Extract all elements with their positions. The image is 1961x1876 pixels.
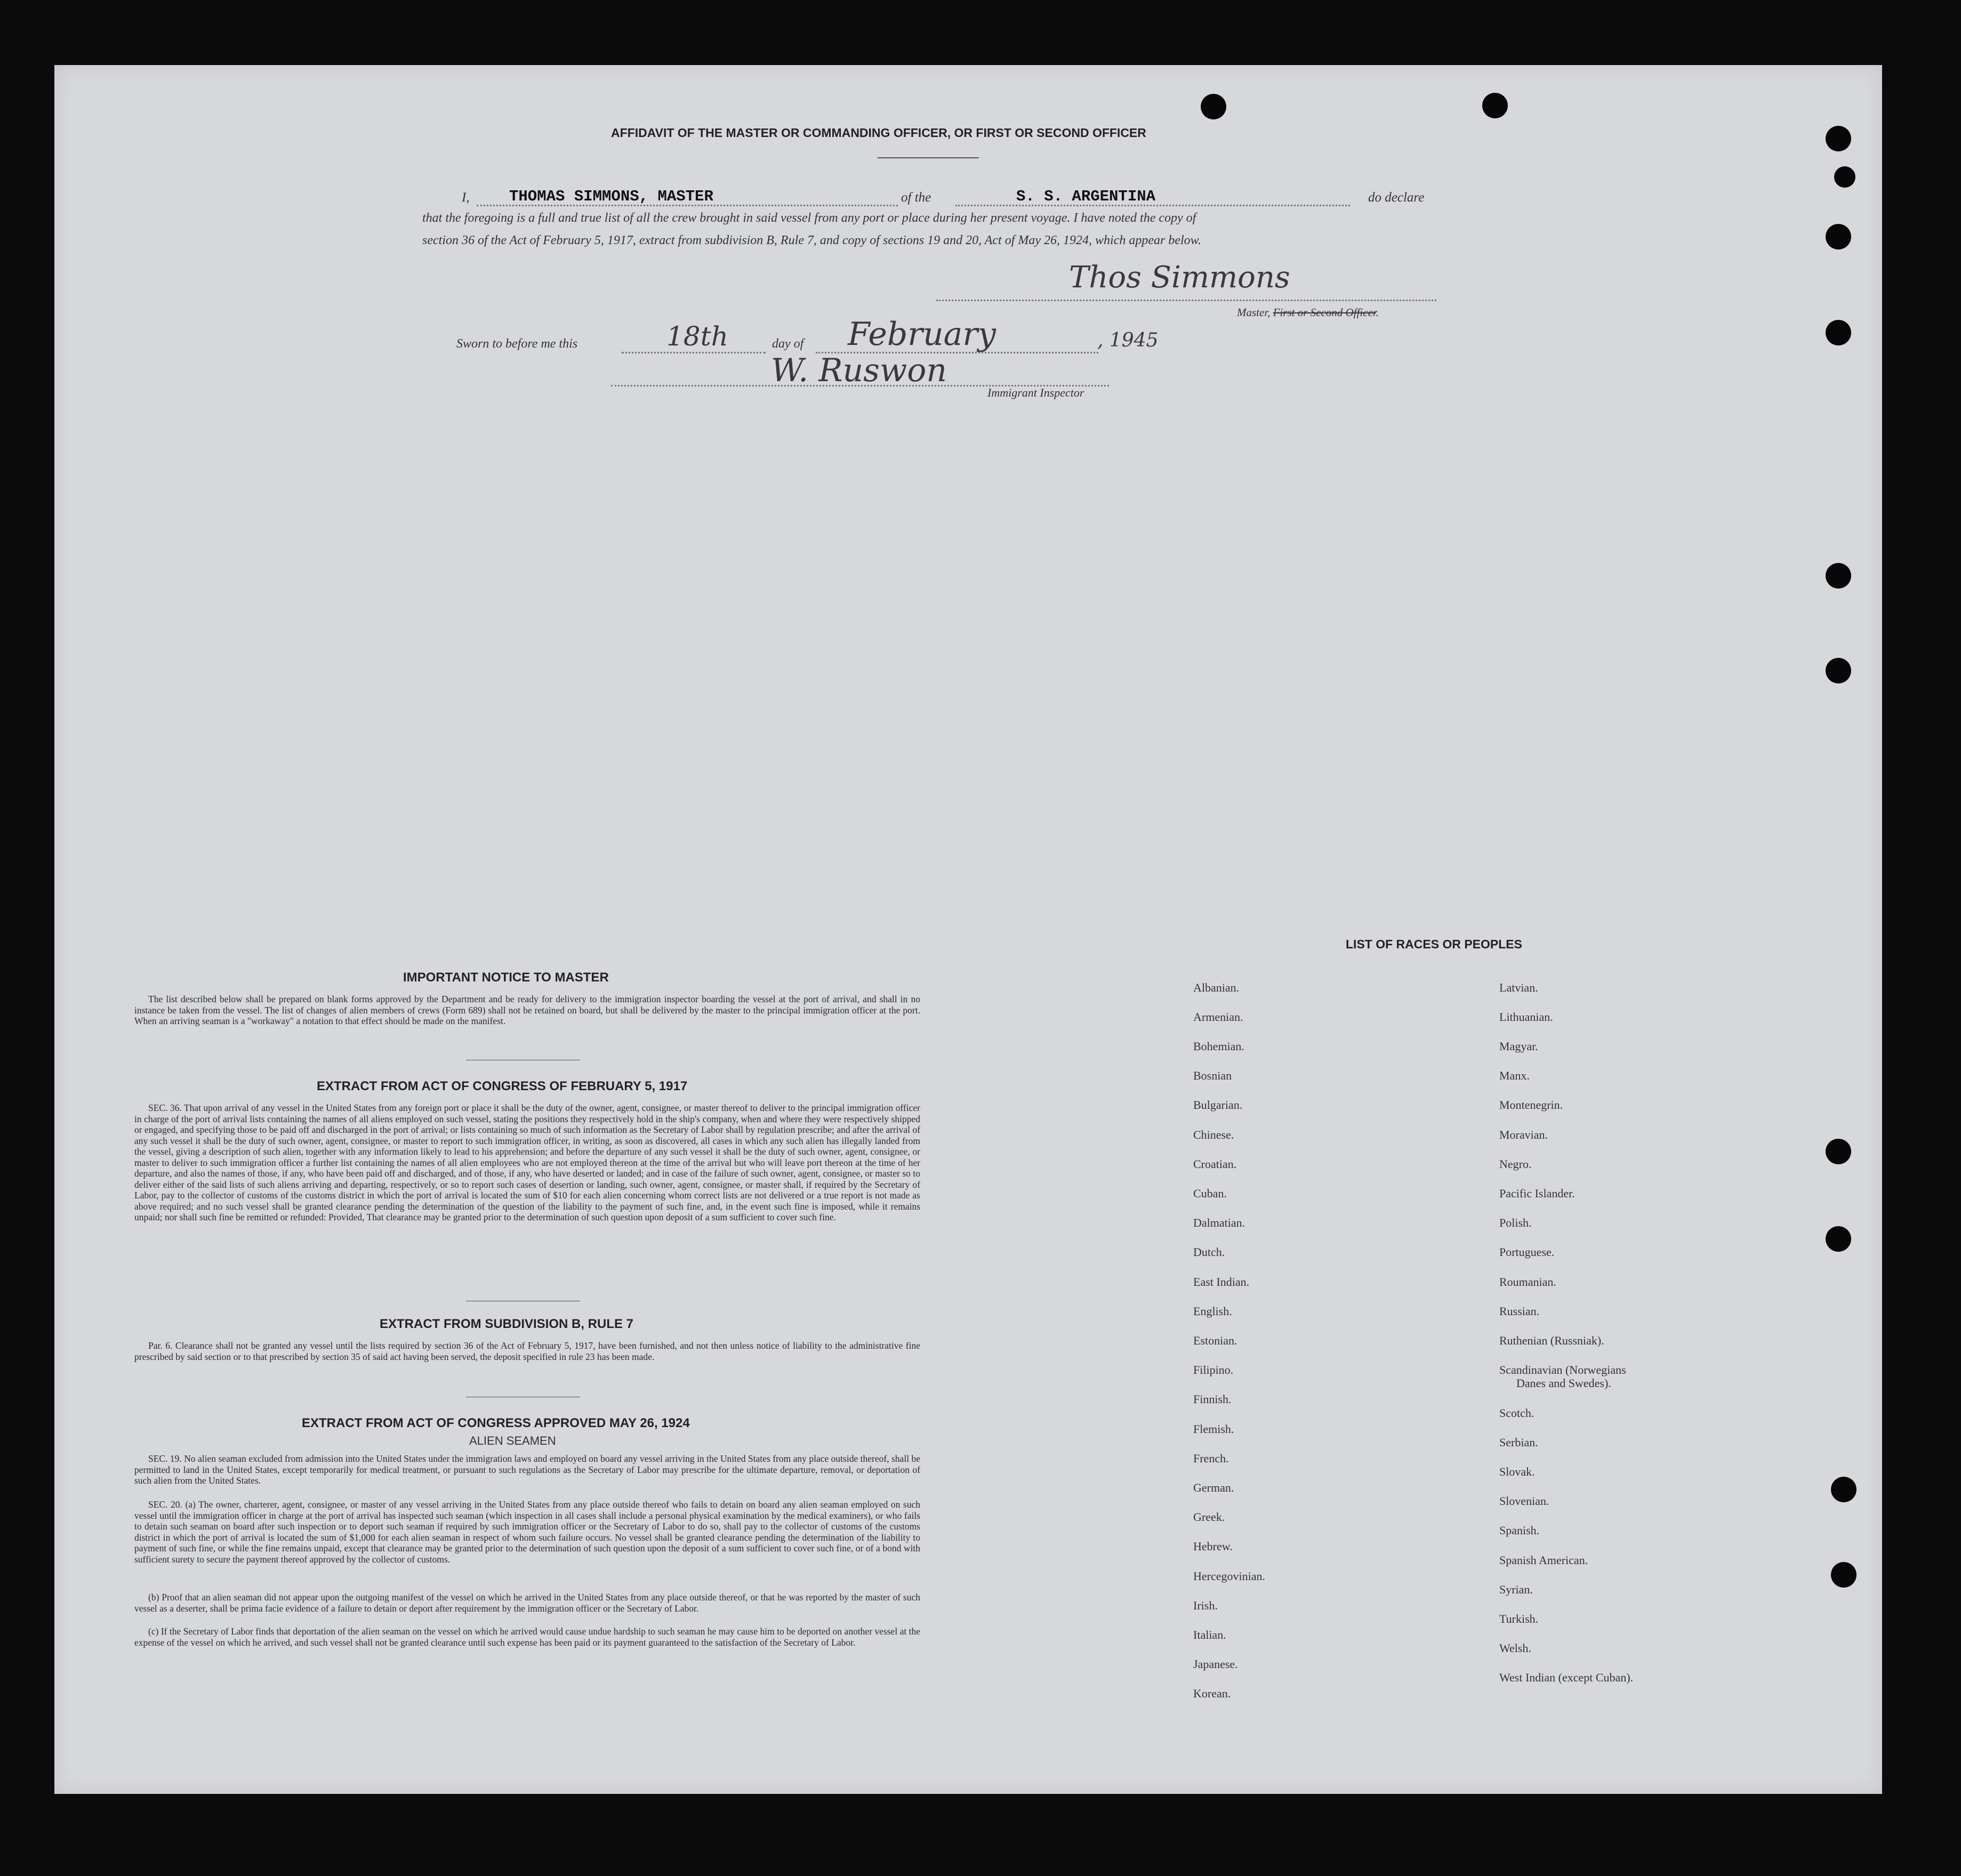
punch-hole bbox=[1826, 224, 1851, 249]
day-of-label: day of bbox=[772, 337, 804, 351]
title-divider bbox=[878, 157, 979, 158]
race-item: Filipino. bbox=[1193, 1363, 1234, 1376]
race-item: Syrian. bbox=[1499, 1583, 1533, 1596]
punch-hole bbox=[1826, 320, 1851, 345]
do-declare-label: do declare bbox=[1368, 190, 1425, 205]
race-item: Pacific Islander. bbox=[1499, 1187, 1575, 1200]
race-item: Lithuanian. bbox=[1499, 1010, 1553, 1024]
race-item: Slovenian. bbox=[1499, 1494, 1549, 1508]
race-item: Estonian. bbox=[1193, 1334, 1237, 1347]
race-item: Bohemian. bbox=[1193, 1040, 1244, 1053]
affidavit-title: AFFIDAVIT OF THE MASTER OR COMMANDING OFFICER, OR FIRST OR SECOND OFFICER bbox=[611, 126, 1146, 140]
i-label: I, bbox=[462, 190, 470, 205]
race-item: Bosnian bbox=[1193, 1069, 1232, 1082]
extract-rule7-title: EXTRACT FROM SUBDIVISION B, RULE 7 bbox=[380, 1317, 634, 1331]
signature-caption: Master, First or Second Officer. bbox=[1237, 306, 1379, 319]
race-item: Dutch. bbox=[1193, 1245, 1225, 1259]
race-item: Spanish. bbox=[1499, 1524, 1540, 1537]
of-the-label: of the bbox=[901, 190, 931, 205]
races-title: LIST OF RACES OR PEOPLES bbox=[1346, 937, 1522, 951]
race-item: Cuban. bbox=[1193, 1187, 1227, 1200]
race-item: Welsh. bbox=[1499, 1641, 1531, 1655]
race-item: Negro. bbox=[1499, 1157, 1532, 1171]
race-item: Croatian. bbox=[1193, 1157, 1237, 1171]
affidavit-body-line-1: that the foregoing is a full and true list of all the crew brought in said vessel from any port or place during her present voyage. I have noted the copy of bbox=[422, 211, 1196, 225]
race-item: Spanish American. bbox=[1499, 1553, 1588, 1567]
extract-1917-title: EXTRACT FROM ACT OF CONGRESS OF FEBRUARY 5, 1917 bbox=[317, 1079, 688, 1093]
race-item: Magyar. bbox=[1499, 1040, 1538, 1053]
race-item: Greek. bbox=[1193, 1510, 1225, 1524]
sec20a-text: SEC. 20. (a) The owner, charterer, agent, consignee, or master of any vessel arriving in the United States from any place outside thereof who fails to detain on board any alien seaman employed on such vessel until the immigration officer in charge at the port of arrival has inspected such seaman (which inspection in all cases shall include a personal physical examination by the medical examiners), or who fails to detain such seaman on board after such inspection or to deport such seaman if required by such immigration officer or the Secretary of Labor to do so, shall pay to the collector of customs of the customs district in which the port of arrival is located the sum of $1,000 for each alien seaman in respect of whom such failure occurs. No vessel shall be granted clearance pending the determination of the liability to payment of such fine, or while the fine remains unpaid, except that clearance may be granted prior to the determination of such question upon the deposit of a sum sufficient to cover such fine, or of a bond with sufficient surety to secure the payment thereof approved by the collector of customs. bbox=[134, 1499, 920, 1565]
race-item: Slovak. bbox=[1499, 1465, 1535, 1478]
master-signature-line bbox=[936, 300, 1436, 301]
punch-hole bbox=[1826, 126, 1851, 151]
master-signature: Thos Simmons bbox=[1069, 260, 1290, 295]
sec20c-text: (c) If the Secretary of Labor finds that deportation of the alien seaman on the vessel on which he arrived would cause undue hardship to such seaman he may cause him to be deported on another vessel at the expense of the vessel on which he arrived, and such vessel shall not be granted clearance until such expense has been paid or its payment guaranteed to the satisfaction of the Secretary of Labor. bbox=[134, 1626, 920, 1648]
race-item: Albanian. bbox=[1193, 981, 1240, 994]
punch-hole bbox=[1201, 94, 1226, 119]
race-item: Turkish. bbox=[1499, 1612, 1539, 1625]
notice-text: The list described below shall be prepared on blank forms approved by the Department and be ready for delivery to the immigration inspector boarding the vessel at the port of arrival, and shall in no instance be taken from the vessel. The list of changes of alien members of crews (Form 689) shall not be retained on board, but shall be delivered by the master to the principal immigration officer at the port. When an arriving seaman is a "workaway" a notation to that effect should be made on the manifest. bbox=[134, 994, 920, 1026]
extract-1924-title: EXTRACT FROM ACT OF CONGRESS APPROVED MAY 26, 1924 bbox=[302, 1416, 690, 1430]
vessel-name: S. S. ARGENTINA bbox=[1016, 188, 1156, 205]
notice-title: IMPORTANT NOTICE TO MASTER bbox=[403, 970, 609, 985]
extract-rule7-text: Par. 6. Clearance shall not be granted any vessel until the lists required by section 36 of the Act of February 5, 1917, have been furnished, and not then unless notice of liability to the administrative fine prescribed by said section or to that prescribed by section 35 of said act having been served, the deposit specified in rule 23 has been made. bbox=[134, 1340, 920, 1362]
punch-hole bbox=[1826, 1139, 1851, 1164]
race-item: Scandinavian (Norwegians bbox=[1499, 1363, 1626, 1376]
race-item: Korean. bbox=[1193, 1687, 1231, 1700]
extract-1917-text: SEC. 36. That upon arrival of any vessel in the United States from any foreign port or place it shall be the duty of the owner, agent, consignee, or master thereof to deliver to the principal immigration officer in charge of the port of arrival lists containing the names of all aliens employed on such vessel, stating the positions they respectively hold in the ship's company, when and where they were respectively shipped or engaged, and specifying those to be paid off and discharged in the port of arrival; or lists containing so much of such information as the Secretary of Labor shall by regulation prescribe; and after the arrival of any such vessel it shall be the duty of such owner, agent, consignee, or master to report to such immigration officer, in writing, as soon as discovered, all cases in which any such alien has illegally landed from the vessel, giving a description of such alien, together with any information likely to lead to his apprehension; and before the departure of any such vessel it shall be the duty of such owner, agent, consignee, or master to deliver to such immigration officer a further list containing the names of all alien employees who are not employed thereon at the time of the arrival but who will leave port thereon at the time of her departure, and also the names of those, if any, who have been paid off and discharged, and of those, if any, who have deserted or landed; and in case of the failure of such owner, agent, consignee, or master so to deliver either of the said lists of such aliens arriving and departing, respectively, or so to report such cases of desertion or landing, such owner, agent, consignee, or master shall, if required by the Secretary of Labor, pay to the collector of customs of the customs district in which the port of arrival is located the sum of $10 for each alien concerning whom correct lists are not delivered or a true report is not made as above required; and no such vessel shall be granted clearance pending the determination of the question of the liability to the payment of such fine, and, in the event such fine is imposed, while it remains unpaid; nor shall such fine be remitted or refunded: Provided, That clearance may be granted prior to the determination of such question upon deposit of a sum sufficient to cover such fine. bbox=[134, 1102, 920, 1222]
sworn-label: Sworn to before me this bbox=[456, 337, 578, 351]
affidavit-body-line-2: section 36 of the Act of February 5, 1917, extract from subdivision B, Rule 7, and copy of sections 19 and 20, Act of May 26, 1924, which appear below. bbox=[422, 234, 1201, 247]
inspector-caption: Immigrant Inspector bbox=[987, 386, 1084, 399]
race-item: Serbian. bbox=[1499, 1436, 1538, 1449]
race-item: Latvian. bbox=[1499, 981, 1538, 994]
sworn-month: February bbox=[848, 316, 996, 353]
sec19-text: SEC. 19. No alien seaman excluded from admission into the United States under the immigration laws and employed on board any vessel arriving in the United States from any place outside thereof, shall be permitted to land in the United States, except temporarily for medical treatment, or pursuant to such regulations as the Secretary of Labor may prescribe for the ultimate departure, removal, or deportation of such alien from the United States. bbox=[134, 1453, 920, 1486]
race-item: German. bbox=[1193, 1481, 1234, 1494]
race-item: Roumanian. bbox=[1499, 1275, 1556, 1289]
race-item: Bulgarian. bbox=[1193, 1098, 1243, 1112]
race-item: Danes and Swedes). bbox=[1516, 1376, 1611, 1390]
race-item: Montenegrin. bbox=[1499, 1098, 1563, 1112]
sworn-day: 18th bbox=[666, 321, 728, 352]
race-item: Italian. bbox=[1193, 1628, 1226, 1641]
master-name: THOMAS SIMMONS, MASTER bbox=[509, 188, 713, 205]
punch-hole bbox=[1826, 1226, 1851, 1252]
sworn-year: , 1945 bbox=[1097, 329, 1159, 351]
race-item: East Indian. bbox=[1193, 1275, 1250, 1289]
race-item: Manx. bbox=[1499, 1069, 1530, 1082]
race-item: French. bbox=[1193, 1452, 1229, 1465]
day-line bbox=[622, 352, 766, 353]
race-item: Chinese. bbox=[1193, 1128, 1234, 1141]
race-item: Finnish. bbox=[1193, 1392, 1232, 1406]
race-item: Polish. bbox=[1499, 1216, 1532, 1229]
punch-hole bbox=[1834, 166, 1855, 188]
sec20b-text: (b) Proof that an alien seaman did not appear upon the outgoing manifest of the vessel on which he arrived in the United States from any place outside thereof, or that he was reported by the master of such vessel as a deserter, shall be prima facie evidence of a failure to detain or deport after requirement by the immigration officer or the Secretary of Labor. bbox=[134, 1592, 920, 1614]
race-item: West Indian (except Cuban). bbox=[1499, 1671, 1634, 1684]
caption-master: Master, bbox=[1237, 306, 1271, 319]
race-item: Japanese. bbox=[1193, 1657, 1238, 1671]
punch-hole bbox=[1831, 1562, 1856, 1588]
race-item: Irish. bbox=[1193, 1599, 1218, 1612]
race-item: Armenian. bbox=[1193, 1010, 1243, 1024]
race-item: English. bbox=[1193, 1305, 1232, 1318]
race-item: Scotch. bbox=[1499, 1406, 1534, 1420]
race-item: Hebrew. bbox=[1193, 1540, 1233, 1553]
race-item: Russian. bbox=[1499, 1305, 1540, 1318]
race-item: Portuguese. bbox=[1499, 1245, 1555, 1259]
race-item: Ruthenian (Russniak). bbox=[1499, 1334, 1604, 1347]
punch-hole bbox=[1482, 93, 1508, 118]
extract-1924-subtitle: ALIEN SEAMEN bbox=[469, 1434, 556, 1447]
race-item: Flemish. bbox=[1193, 1422, 1234, 1436]
caption-struck: First or Second Officer bbox=[1273, 306, 1376, 319]
race-item: Moravian. bbox=[1499, 1128, 1548, 1141]
inspector-signature: W. Ruswon bbox=[771, 352, 947, 389]
punch-hole bbox=[1831, 1477, 1856, 1502]
race-item: Hercegovinian. bbox=[1193, 1569, 1265, 1583]
punch-hole bbox=[1826, 658, 1851, 683]
punch-hole bbox=[1826, 563, 1851, 589]
race-item: Dalmatian. bbox=[1193, 1216, 1245, 1229]
